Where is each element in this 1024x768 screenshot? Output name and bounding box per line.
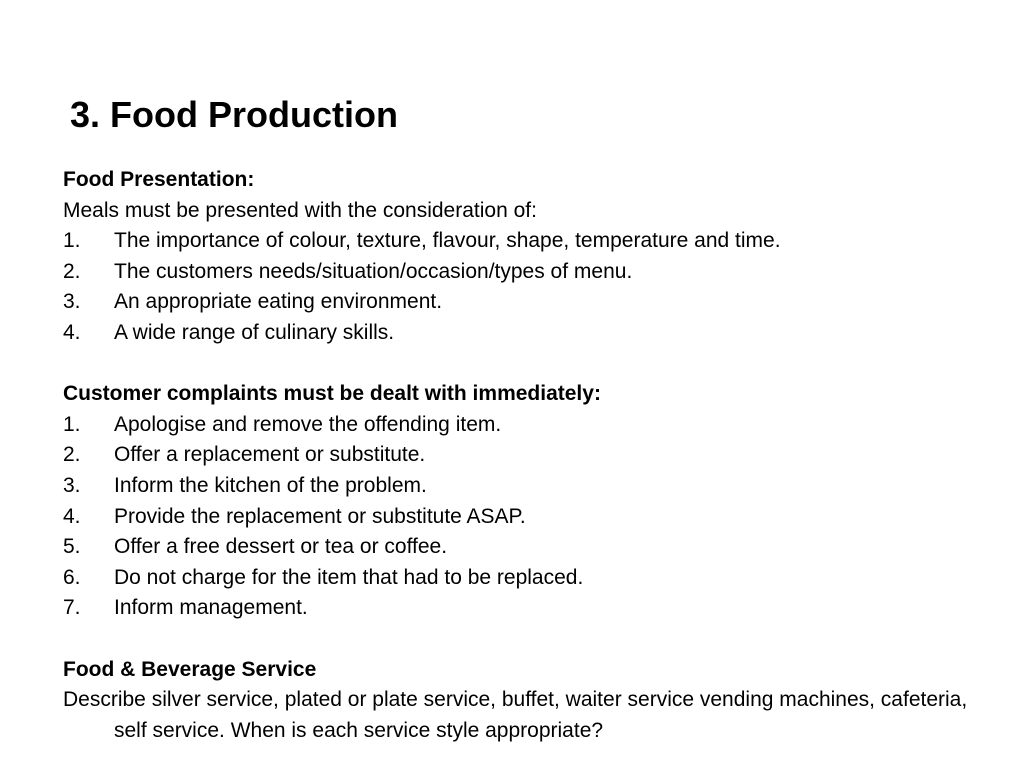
slide-title: 3. Food Production: [70, 94, 398, 135]
section-intro: Meals must be presented with the consideration of:: [63, 198, 537, 222]
list-number: 2.: [63, 259, 81, 283]
list-item: [63, 502, 983, 533]
presentation-list: [63, 226, 983, 348]
list-item: [63, 226, 983, 257]
list-text: Do not charge for the item that had to be replaced.: [114, 565, 584, 589]
list-text: Offer a replacement or substitute.: [114, 443, 426, 467]
list-text: The customers needs/situation/occasion/types of menu.: [114, 259, 633, 283]
list-number: 6.: [63, 565, 81, 589]
list-text: Provide the replacement or substitute ASAP.: [114, 504, 526, 528]
service-paragraph: Describe silver service, plated or plate service, buffet, waiter service vending machines, cafeteria, self service. When is each service style appropriate?: [63, 688, 968, 742]
list-item: [63, 287, 983, 318]
list-text: Inform the kitchen of the problem.: [114, 473, 427, 497]
list-number: 4.: [63, 320, 81, 344]
list-number: 2.: [63, 443, 81, 467]
list-text: An appropriate eating environment.: [114, 290, 443, 314]
list-item: [63, 318, 983, 349]
list-number: 7.: [63, 596, 81, 620]
spacer: [63, 624, 983, 655]
list-item: [63, 593, 983, 624]
list-number: 4.: [63, 504, 81, 528]
list-text: Apologise and remove the offending item.: [114, 412, 502, 436]
spacer: [63, 349, 983, 380]
list-number: 1.: [63, 229, 81, 253]
section-heading-food-presentation: Food Presentation:: [63, 168, 255, 191]
list-item: [63, 257, 983, 288]
list-text: Inform management.: [114, 596, 308, 620]
list-number: 3.: [63, 473, 81, 497]
list-item: [63, 532, 983, 563]
section-heading-customer-complaints: Customer complaints must be dealt with immediately:: [63, 382, 601, 406]
list-item: [63, 410, 983, 441]
list-text: A wide range of culinary skills.: [114, 320, 395, 344]
list-item: [63, 440, 983, 471]
list-item: [63, 563, 983, 594]
list-item: [63, 471, 983, 502]
list-number: 5.: [63, 535, 81, 559]
section-heading-food-beverage-service: Food & Beverage Service: [63, 657, 317, 681]
list-text: The importance of colour, texture, flavour, shape, temperature and time.: [114, 229, 781, 253]
complaints-list: [63, 410, 983, 624]
list-number: 1.: [63, 412, 81, 436]
slide-body: [63, 165, 983, 746]
list-number: 3.: [63, 290, 81, 314]
list-text: Offer a free dessert or tea or coffee.: [114, 535, 448, 559]
